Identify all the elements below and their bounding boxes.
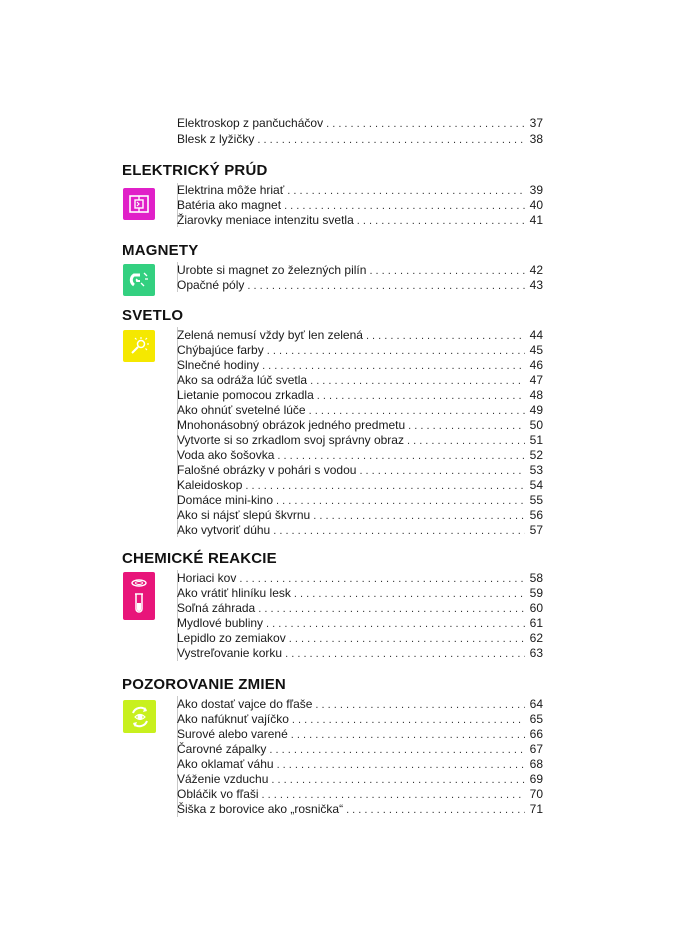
toc-entry[interactable] <box>177 771 543 787</box>
entry-page: 48 <box>529 388 543 402</box>
entry-page: 67 <box>529 742 543 756</box>
toc-entry[interactable] <box>177 182 543 198</box>
dot-leader <box>357 213 525 229</box>
toc-entry[interactable] <box>177 570 543 586</box>
entry-title: Vytvorte si so zrkadlom svoj správny obraz <box>177 433 404 447</box>
entry-page: 57 <box>529 523 543 537</box>
entry-page: 55 <box>529 493 543 507</box>
entry-page: 59 <box>529 586 543 600</box>
entry-title: Ako nafúknuť vajíčko <box>177 712 289 726</box>
entry-page: 70 <box>529 787 543 801</box>
entry-page: 65 <box>529 712 543 726</box>
entry-title: Lietanie pomocou zrkadla <box>177 388 314 402</box>
toc-entry[interactable] <box>177 131 543 147</box>
entry-title: Batéria ako magnet <box>177 198 282 212</box>
toc-entry[interactable] <box>177 327 543 343</box>
magnet-icon <box>123 264 155 296</box>
dot-leader <box>257 132 525 148</box>
toc-entry[interactable] <box>177 372 543 388</box>
dot-leader <box>326 116 525 132</box>
entry-page: 47 <box>529 373 543 387</box>
entry-title: Chýbajúce farby <box>177 343 264 357</box>
entry-page: 37 <box>529 116 543 130</box>
toc-entry[interactable] <box>177 342 543 358</box>
entry-page: 68 <box>529 757 543 771</box>
entry-title: Mnohonásobný obrázok jedného predmetu <box>177 418 406 432</box>
light-bulb-icon <box>123 330 155 362</box>
entry-page: 42 <box>529 263 543 277</box>
entry-title: Elektroskop z pančucháčov <box>177 116 324 130</box>
entry-title: Vystreľovanie korku <box>177 646 283 660</box>
entry-page: 49 <box>529 403 543 417</box>
toc-entry[interactable] <box>177 786 543 802</box>
entry-title: Horiaci kov <box>177 571 237 585</box>
toc-entry[interactable] <box>177 726 543 742</box>
entry-page: 40 <box>529 198 543 212</box>
entry-title: Obláčik vo fľaši <box>177 787 259 801</box>
entry-title: Kaleidoskop <box>177 478 243 492</box>
entry-title: Šiška z borovice ako „rosnička“ <box>177 802 344 816</box>
toc-entry[interactable] <box>177 492 543 508</box>
entry-title: Slnečné hodiny <box>177 358 260 372</box>
section-title: MAGNETY <box>122 242 199 259</box>
entry-page: 64 <box>529 697 543 711</box>
entry-page: 45 <box>529 343 543 357</box>
entry-page: 38 <box>529 132 543 146</box>
toc-entry[interactable] <box>177 645 543 661</box>
entry-title: Ako si nájsť slepú škvrnu <box>177 508 311 522</box>
entry-page: 53 <box>529 463 543 477</box>
dot-leader <box>346 802 525 818</box>
toc-entry[interactable] <box>177 615 543 631</box>
entry-page: 66 <box>529 727 543 741</box>
dot-leader <box>247 278 525 294</box>
recycle-eye-icon <box>123 700 156 733</box>
toc-entry[interactable] <box>177 801 543 817</box>
entry-title: Falošné obrázky v pohári s vodou <box>177 463 357 477</box>
entry-title: Soľná záhrada <box>177 601 256 615</box>
entry-title: Ako vytvoriť dúhu <box>177 523 271 537</box>
entry-title: Voda ako šošovka <box>177 448 275 462</box>
section-title: SVETLO <box>122 307 184 324</box>
entry-title: Domáce mini-kino <box>177 493 274 507</box>
toc-entry[interactable] <box>177 696 543 712</box>
entry-title: Váženie vzduchu <box>177 772 269 786</box>
toc-entry[interactable] <box>177 462 543 478</box>
toc-entry[interactable] <box>177 357 543 373</box>
entry-page: 43 <box>529 278 543 292</box>
section-title: CHEMICKÉ REAKCIE <box>122 550 277 567</box>
entry-title: Čarovné zápalky <box>177 742 267 756</box>
section-title: POZOROVANIE ZMIEN <box>122 676 286 693</box>
entry-page: 63 <box>529 646 543 660</box>
toc-entry[interactable] <box>177 432 543 448</box>
entry-page: 71 <box>529 802 543 816</box>
section-title: ELEKTRICKÝ PRÚD <box>122 162 268 179</box>
entry-title: Ako sa odráža lúč svetla <box>177 373 308 387</box>
dot-leader <box>273 523 525 539</box>
entry-title: Ako vrátiť hliníku lesk <box>177 586 291 600</box>
toc-entry[interactable] <box>177 477 543 493</box>
entry-page: 58 <box>529 571 543 585</box>
entry-title: Ako dostať vajce do fľaše <box>177 697 313 711</box>
dot-leader <box>285 646 525 662</box>
toc-entry[interactable] <box>177 277 543 293</box>
entry-title: Urobte si magnet zo železných pilín <box>177 263 367 277</box>
toc-entry[interactable] <box>177 507 543 523</box>
flask-icon <box>123 572 155 620</box>
toc-entry[interactable] <box>177 447 543 463</box>
entry-page: 61 <box>529 616 543 630</box>
toc-entry[interactable] <box>177 417 543 433</box>
entry-title: Mydlové bubliny <box>177 616 264 630</box>
entry-title: Zelená nemusí vždy byť len zelená <box>177 328 363 342</box>
entry-page: 50 <box>529 418 543 432</box>
toc-entry[interactable] <box>177 197 543 213</box>
entry-page: 41 <box>529 213 543 227</box>
toc-entry[interactable] <box>177 402 543 418</box>
entry-title: Lepidlo zo zemiakov <box>177 631 286 645</box>
toc-entry[interactable] <box>177 711 543 727</box>
entry-page: 52 <box>529 448 543 462</box>
toc-entry[interactable] <box>177 387 543 403</box>
entry-page: 44 <box>529 328 543 342</box>
toc-entry[interactable] <box>177 262 543 278</box>
entry-page: 62 <box>529 631 543 645</box>
entry-title: Opačné póly <box>177 278 245 292</box>
entry-page: 56 <box>529 508 543 522</box>
electric-circuit-icon <box>123 188 155 220</box>
entry-title: Ako ohnúť svetelné lúče <box>177 403 306 417</box>
toc-entry[interactable] <box>177 115 543 131</box>
entry-page: 51 <box>529 433 543 447</box>
toc-entry[interactable] <box>177 522 543 538</box>
entry-title: Elektrina môže hriať <box>177 183 285 197</box>
entry-title: Blesk z lyžičky <box>177 132 255 146</box>
entry-title: Žiarovky meniace intenzitu svetla <box>177 213 354 227</box>
toc-entry[interactable] <box>177 585 543 601</box>
entry-title: Ako oklamať váhu <box>177 757 274 771</box>
entry-title: Surové alebo varené <box>177 727 288 741</box>
toc-entry[interactable] <box>177 600 543 616</box>
entry-page: 46 <box>529 358 543 372</box>
entry-page: 54 <box>529 478 543 492</box>
toc-entry[interactable] <box>177 741 543 757</box>
toc-entry[interactable] <box>177 630 543 646</box>
entry-page: 39 <box>529 183 543 197</box>
entry-page: 69 <box>529 772 543 786</box>
toc-entry[interactable] <box>177 212 543 228</box>
entry-page: 60 <box>529 601 543 615</box>
toc-entry[interactable] <box>177 756 543 772</box>
